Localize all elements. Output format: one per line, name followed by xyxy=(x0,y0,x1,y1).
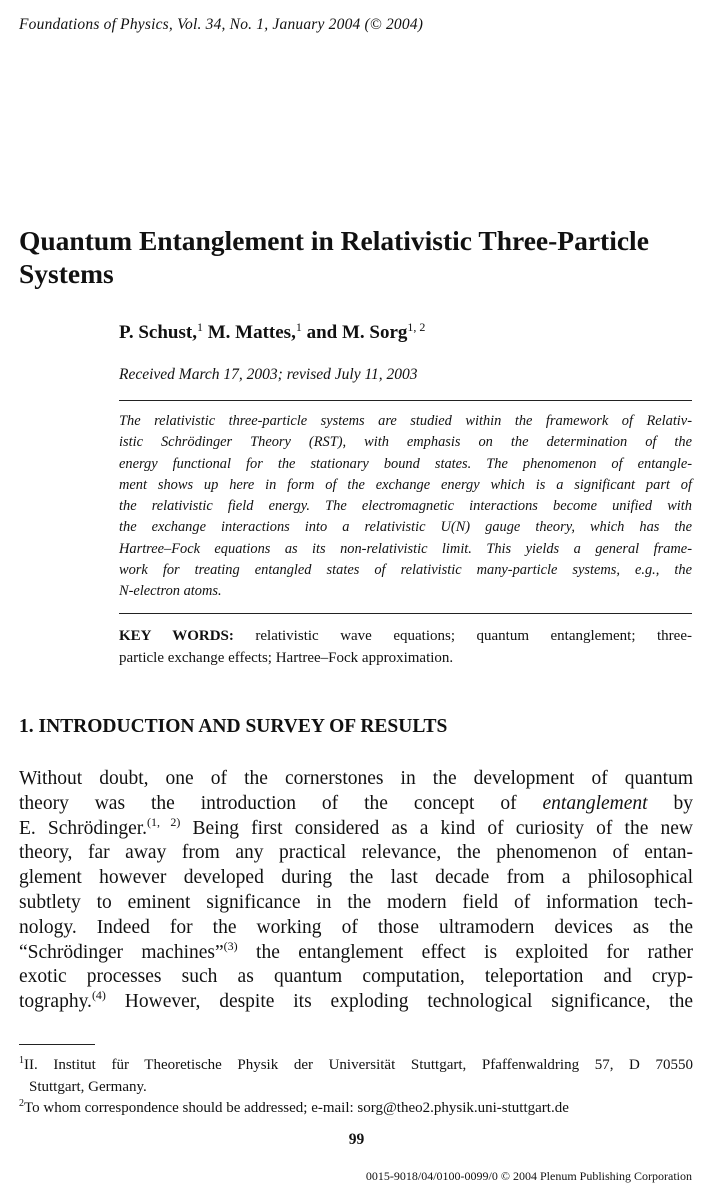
body-text-span: However, despite its exploding technological significance, the xyxy=(105,991,693,1013)
body-paragraph xyxy=(19,767,693,1015)
footnotes xyxy=(19,1055,693,1120)
abstract-line: N-electron atoms. xyxy=(119,583,222,600)
body-text-span: E. Schrödinger. xyxy=(19,817,148,839)
abstract-line: The relativistic three-particle systems are studied within the framework of Relativ- xyxy=(119,413,692,429)
author-schust: P. Schust, xyxy=(119,322,197,343)
body-text-span: tography. xyxy=(19,991,92,1013)
footnote-1-continued: Stuttgart, Germany. xyxy=(29,1078,147,1095)
keywords-line-2: particle exchange effects; Hartree–Fock approximation. xyxy=(119,650,454,666)
body-line: Without doubt, one of the cornerstones in the development of quantum xyxy=(19,768,693,789)
abstract-line: work for treating entangled states of relativistic many-particle systems, e.g., the xyxy=(119,562,692,579)
title-line-1: Quantum Entanglement in Relativistic Three-Particle xyxy=(19,225,649,256)
body-line xyxy=(19,938,694,966)
journal-citation: Foundations of Physics, Vol. 34, No. 1, January 2004 (© 2004) xyxy=(19,16,424,33)
abstract-line: istic Schrödinger Theory (RST), with emphasis on the determination of the xyxy=(119,434,692,451)
body-line: subtlety to eminent significance in the modern field of information tech- xyxy=(19,891,693,913)
abstract-line: Hartree–Fock equations as its non-relativistic limit. This yields a general frame- xyxy=(119,540,692,557)
keywords-label: KEY WORDS: xyxy=(119,628,234,644)
body-line xyxy=(19,792,693,817)
citation-marker: (1, 2) xyxy=(147,814,181,829)
title-line-2: Systems xyxy=(19,258,114,289)
section-heading: 1. INTRODUCTION AND SURVEY OF RESULTS xyxy=(19,716,448,737)
footnote-rule xyxy=(19,1044,95,1045)
author-sorg: and M. Sorg xyxy=(301,322,408,343)
body-text-span: “Schrödinger machines” xyxy=(19,941,224,963)
page-number: 99 xyxy=(348,1131,365,1148)
body-text-span: by xyxy=(647,792,694,814)
keywords-text: relativistic wave equations; quantum entanglement; three- xyxy=(233,628,692,644)
abstract-line: the exchange interactions into a relativistic U(N) gauge theory, which has the xyxy=(119,519,692,536)
affiliation-marker: 1 xyxy=(196,320,203,334)
body-line xyxy=(19,814,693,842)
footnote-marker: 2 xyxy=(19,1098,24,1109)
footnote-text: To whom correspondence should be addressed; e-mail: sorg@theo2.physik.uni-stuttgart.de xyxy=(24,1100,569,1116)
keywords-line-1 xyxy=(119,625,692,647)
body-text-span: Being first considered as a kind of curiosity of the new xyxy=(180,817,693,839)
abstract xyxy=(119,411,692,603)
abstract-bottom-rule xyxy=(119,613,692,614)
paper-title xyxy=(19,224,699,290)
footnote-text: II. Institut für Theoretische Physik der Universität Stuttgart, Pfaffenwaldring 57, D 70550 xyxy=(24,1057,693,1073)
affiliation-marker: 1, 2 xyxy=(407,320,426,334)
abstract-line: energy functional for the stationary bound states. The phenomenon of entangle- xyxy=(119,455,692,472)
affiliation-marker: 1 xyxy=(295,320,302,334)
keywords xyxy=(119,625,692,669)
footnote-1 xyxy=(19,1055,693,1077)
copyright-line: 0015-9018/04/0100-0099/0 © 2004 Plenum Publishing Corporation xyxy=(365,1169,692,1183)
footnote-2 xyxy=(19,1098,693,1120)
body-line: theory, far away from any practical relevance, the phenomenon of entan- xyxy=(19,842,693,864)
body-line: nology. Indeed for the working of those ultramodern devices as the xyxy=(19,916,693,938)
citation-marker: (4) xyxy=(91,988,106,1003)
body-text-span: theory was the introduction of the concept of xyxy=(19,792,543,814)
body-text-span: the entanglement effect is exploited for rather xyxy=(237,941,694,963)
author-mattes: M. Mattes, xyxy=(202,322,296,343)
body-line: glement however developed during the last decade from a philosophical xyxy=(19,867,693,889)
author-list xyxy=(119,322,425,344)
emphasis-entanglement: entanglement xyxy=(542,792,648,814)
citation-marker: (3) xyxy=(223,938,238,953)
abstract-line: ment shows up here in form of the exchange energy which is a significant part of xyxy=(119,476,692,493)
body-line xyxy=(19,990,693,1015)
received-dates: Received March 17, 2003; revised July 11, 2003 xyxy=(119,366,418,383)
body-line: exotic processes such as quantum computation, teleportation and cryp- xyxy=(19,966,693,988)
abstract-top-rule xyxy=(119,400,692,401)
footnote-marker: 1 xyxy=(19,1055,24,1066)
abstract-line: the relativistic field energy. The electromagnetic interactions become unified with xyxy=(119,498,692,515)
